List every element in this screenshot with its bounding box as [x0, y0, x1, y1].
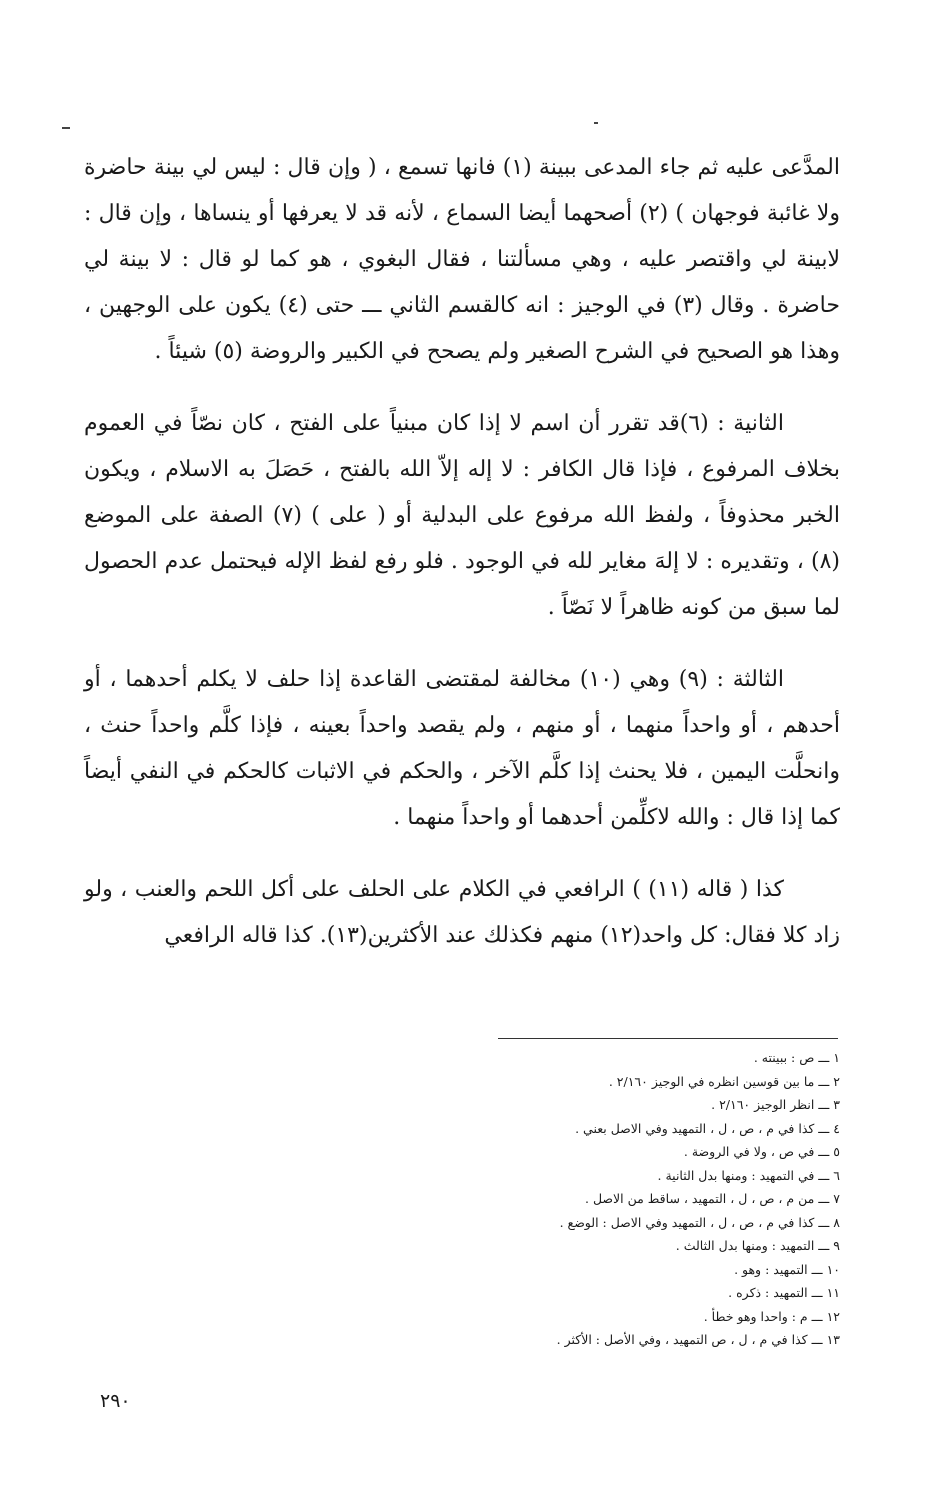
footnote-10: ١٠ ـــ التمهيد : وهو .: [734, 1261, 840, 1277]
footnotes-list: [300, 1046, 840, 1352]
paragraph-2: الثانية : (٦)قد تقرر أن اسم لا إذا كان مبنياً على الفتح ، كان نصّاً في العموم بخلاف المرفوع ، فإذا قال الكافر : لا إله إلاّ الله بالفتح ، حَصَلَ به الاسلام ، ويكون الخبر محذوفاً ، ولفظ الله مرفوع على البدلية أو ( على ) (٧) الصفة على الموضع (٨) ، وتقديره : لا إلهَ مغاير لله في الوجود . فلو رفع لفظ الإله فيحتمل عدم الحصول لما سبق من كونه ظاهراً لا نَصّاً .: [84, 411, 840, 620]
paragraph-4: كذا ( قاله (١١) ) الرافعي في الكلام على الحلف على أكل اللحم والعنب ، ولو زاد كلا فقال: كل واحد(١٢) منهم فكذلك عند الأكثرين(١٣). كذا قاله الرافعي: [84, 877, 840, 948]
footnote-8: ٨ ـــ كذا في م ، ص ، ل ، التمهيد وفي الاصل : الوضع .: [559, 1214, 840, 1230]
footnote-5: ٥ ـــ في ص ، ولا في الروضة .: [683, 1144, 840, 1159]
footnote-11: ١١ ـــ التمهيد : ذكره .: [728, 1285, 840, 1300]
footnote-1: ١ ـــ ص : ببينته .: [753, 1050, 840, 1065]
footnote-3: ٣ ـــ انظر الوجيز ٢/١٦٠ .: [711, 1097, 840, 1112]
page-number: ٢٩٠: [100, 1390, 131, 1412]
footnote-9: ٩ ـــ التمهيد : ومنها بدل الثالث .: [675, 1238, 840, 1253]
footnote-6: ٦ ـــ في التمهيد : ومنها بدل الثانية .: [657, 1167, 840, 1183]
footnote-13: ١٣ ـــ كذا في م ، ل ، ص التمهيد ، وفي الأصل : الأكثر .: [556, 1332, 840, 1347]
scan-mark-left: [62, 127, 70, 129]
footnote-7: ٧ ـــ من م ، ص ، ل ، التمهيد ، ساقط من الاصل .: [585, 1191, 840, 1206]
footnote-divider: [498, 1038, 838, 1039]
footnote-2: ٢ ـــ ما بين قوسين انظره في الوجيز ٢/١٦٠ .: [608, 1073, 840, 1089]
footnote-4: ٤ ـــ كذا في م ، ص ، ل ، التمهيد وفي الاصل بعني .: [575, 1120, 840, 1136]
paragraph-1: المدَّعى عليه ثم جاء المدعى ببينة (١) فانها تسمع ، ( وإن قال : ليس لي بينة حاضرة ولا غائبة فوجهان ) (٢) أصحهما أيضا السماع ، لأنه قد لا يعرفها أو ينساها ، وإن قال : لابينة لي واقتصر عليه ، وهي مسألتنا ، فقال البغوي ، هو كما لو قال : لا بينة لي حاضرة . وقال (٣) في الوجيز : انه كالقسم الثاني ـــ حتى (٤) يكون على الوجهين ، وهذا هو الصحيح في الشرح الصغير ولم يصحح في الكبير والروضة (٥) شيئاً .: [84, 155, 840, 364]
footnote-12: ١٢ ـــ م : واحدا وهو خطأ .: [703, 1308, 840, 1324]
paragraph-3: الثالثة : (٩) وهي (١٠) مخالفة لمقتضى القاعدة إذا حلف لا يكلم أحدهما ، أو أحدهم ، أو واحداً منهما ، أو منهم ، ولم يقصد واحداً بعينه ، فإذا كلَّم واحداً حنث ، وانحلَّت اليمين ، فلا يحنث إذا كلَّم الآخر ، والحكم في الاثبات كالحكم في النفي أيضاً كما إذا قال : والله لاكلِّمن أحدهما أو واحداً منهما .: [84, 667, 840, 830]
main-text: [84, 145, 840, 959]
scan-mark-center: [594, 122, 598, 124]
